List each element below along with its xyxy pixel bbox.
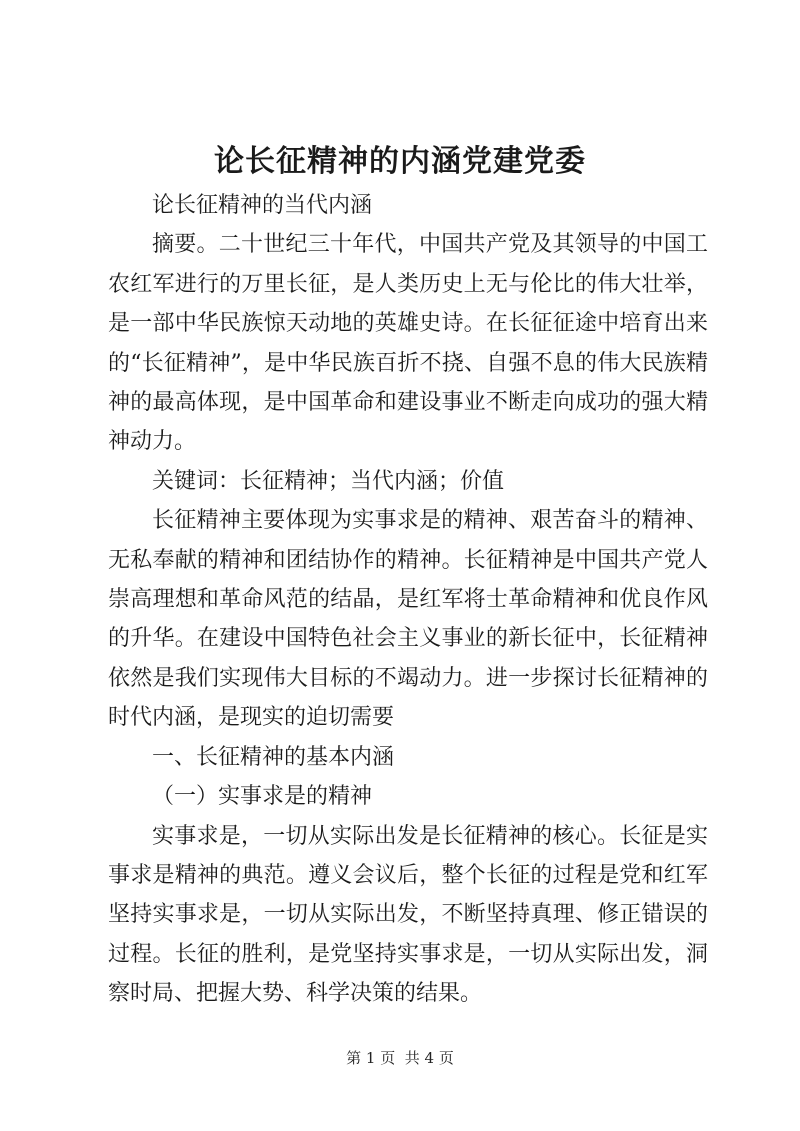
document-title: 论长征精神的内涵党建党委	[214, 144, 586, 179]
paragraph-keywords: 关键词：长征精神；当代内涵；价值	[152, 468, 505, 494]
paragraph-abstract: 摘要。二十世纪三十年代，中国共产党及其领导的中国工农红军进行的万里长征，是人类历史上无与伦比的伟大壮举，是一部中华民族惊天动地的英雄史诗。在长征征途中培育出来的“长征精神”，是中华民族百折不挠、自强不息的伟大民族精神的最高体现，是中国革命和建设事业不断走向成功的强大精神动力。	[108, 232, 708, 455]
page-number: 第 1 页 共 4 页	[346, 1049, 454, 1067]
paragraph-intro: 长征精神主要体现为实事求是的精神、艰苦奋斗的精神、无私奉献的精神和团结协作的精神。长征精神是中国共产党人崇高理想和革命风范的结晶，是红军将士革命精神和优良作风的升华。在建设中国特色社会主义事业的新长征中，长征精神依然是我们实现伟大目标的不竭动力。进一步探讨长征精神的时代内涵，是现实的迫切需要	[108, 508, 708, 731]
section-heading: 一、长征精神的基本内涵	[152, 744, 395, 770]
paragraph-section-body: 实事求是，一切从实际出发是长征精神的核心。长征是实事求是精神的典范。遵义会议后，整个长征的过程是党和红军坚持实事求是，一切从实际出发，不断坚持真理、修正错误的过程。长征的胜利，是党坚持实事求是，一切从实际出发，洞察时局、把握大势、科学决策的结果。	[108, 823, 708, 1007]
document-body	[108, 186, 708, 1014]
subsection-heading: （一）实事求是的精神	[152, 784, 373, 810]
paragraph-subtitle: 论长征精神的当代内涵	[152, 193, 373, 218]
page-footer	[0, 1047, 800, 1069]
